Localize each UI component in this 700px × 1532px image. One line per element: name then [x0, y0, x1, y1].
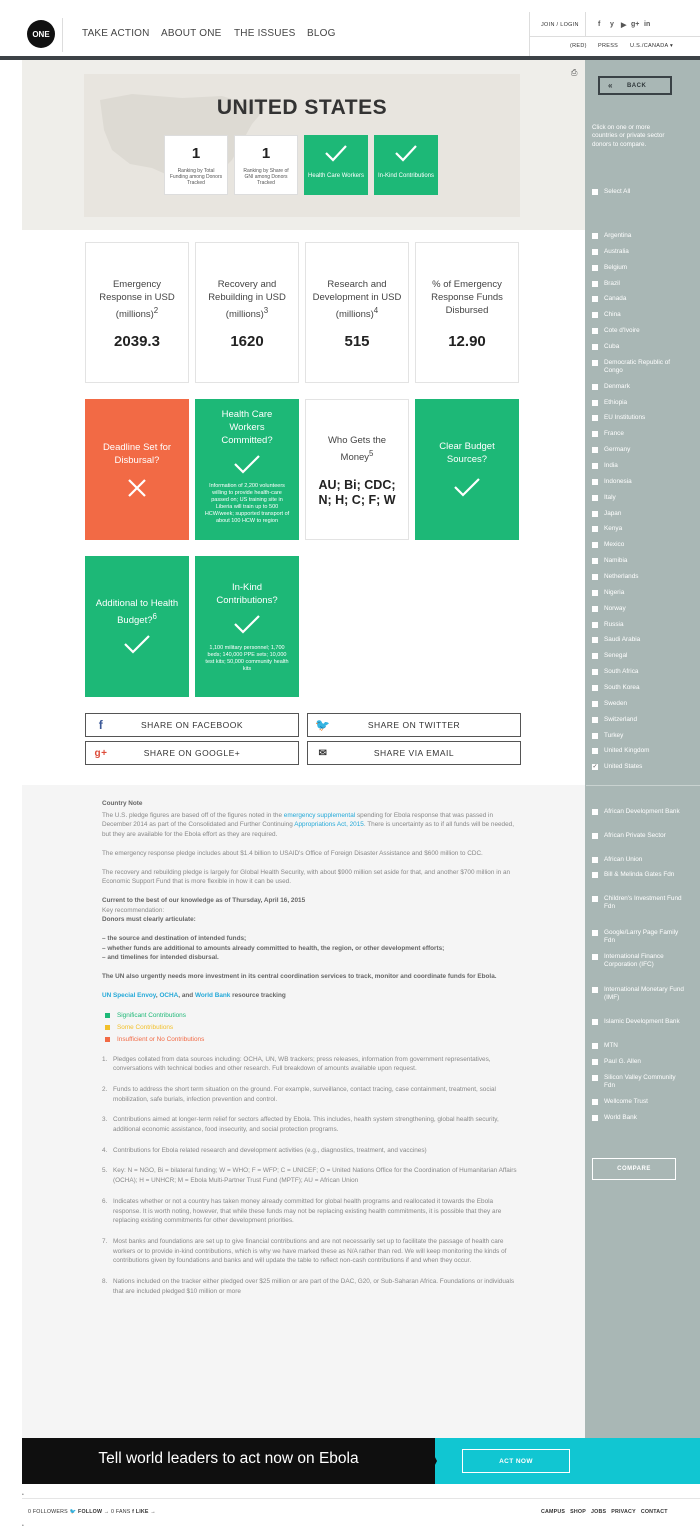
note-paragraph: The recovery and rebuilding pledge is largely for Global Health Security, with about $900 million set aside for that, and another $700 million in an Economic Support Fund that is more flexible in how it can be used. — [102, 868, 511, 886]
country-item[interactable] — [592, 668, 684, 676]
donor-item[interactable] — [592, 871, 684, 879]
checkbox[interactable] — [592, 233, 598, 239]
compare-button[interactable]: COMPARE — [592, 1158, 676, 1180]
checkbox[interactable] — [592, 296, 598, 302]
red-link[interactable]: (RED) — [570, 43, 587, 49]
checkbox-label: Wellcome Trust — [604, 1098, 648, 1105]
country-item[interactable] — [592, 700, 684, 708]
sidebar-hint: Click on one or more countries or private sector donors to compare. — [592, 124, 665, 148]
un-special-envoy-link[interactable]: UN Special Envoy — [102, 991, 156, 999]
stat-value: 2039.3 — [114, 333, 160, 350]
donor-item[interactable] — [592, 808, 684, 816]
checkbox-label: France — [604, 430, 624, 437]
checkbox-label: Select All — [604, 188, 631, 195]
footer-divider — [22, 1498, 700, 1499]
notes-heading: Country Note — [102, 800, 143, 807]
country-item[interactable] — [592, 478, 684, 486]
share-label: SHARE VIA EMAIL — [373, 748, 455, 758]
country-item[interactable] — [592, 414, 684, 422]
footnote: 5. Key: N = NGO, Bi = bilateral funding; W = WHO; F = WFP; C = UNICEF; O = United Nations Office for the Coordination of Humanitarian Affairs (OCHA); H = UNHCR; M = Ebola Multi-Partner Trust Fund (MPTF); AU = African Union — [102, 1167, 517, 1185]
donor-item[interactable] — [592, 895, 684, 910]
print-icon[interactable]: ⎙ — [571, 68, 578, 77]
checkbox[interactable] — [592, 872, 598, 878]
checkbox[interactable]: ✓ — [592, 764, 598, 770]
country-item[interactable] — [592, 684, 684, 692]
nav-blog[interactable]: BLOG — [307, 28, 336, 39]
country-item[interactable] — [592, 359, 684, 374]
badge-in-kind — [374, 135, 438, 195]
country-item[interactable] — [592, 589, 684, 597]
checkbox-label: India — [604, 462, 618, 469]
logo-divider — [62, 18, 63, 52]
cta-text: Tell world leaders to act now on Ebola — [98, 1450, 359, 1467]
checkbox[interactable] — [592, 526, 598, 532]
checkbox[interactable] — [592, 701, 598, 707]
back-button[interactable] — [598, 76, 672, 95]
checkbox[interactable] — [592, 1019, 598, 1025]
googleplus-icon: g+ — [94, 747, 108, 759]
checkbox-label: United Kingdom — [604, 747, 650, 754]
badge-health-care-workers — [304, 135, 368, 195]
stat-value: 515 — [344, 333, 370, 350]
checkbox-label: MTN — [604, 1042, 618, 1049]
checkbox[interactable] — [592, 733, 598, 739]
checkbox[interactable] — [592, 809, 598, 815]
checkbox[interactable] — [592, 415, 598, 421]
checkbox-label: Namibia — [604, 557, 628, 564]
locale-label: U.S./CANADA — [630, 43, 669, 49]
checkbox[interactable] — [592, 930, 598, 936]
checkbox-label: Belgium — [604, 264, 628, 271]
checkbox[interactable] — [592, 896, 598, 902]
key-recommendation: Key recommendation: — [102, 906, 165, 914]
checkbox-label: Nigeria — [604, 589, 625, 596]
badge-label: In-Kind Contributions — [377, 173, 435, 179]
checkbox-label: Germany — [604, 446, 631, 453]
donor-item[interactable] — [592, 929, 684, 944]
donor-item[interactable] — [592, 1114, 684, 1122]
country-item[interactable] — [592, 343, 684, 351]
join-login-link[interactable]: JOIN / LOGIN — [541, 22, 579, 28]
stat-value: 12.90 — [448, 333, 486, 350]
checkbox-label: Denmark — [604, 383, 630, 390]
checkbox[interactable] — [592, 1115, 598, 1121]
un-note: The UN also urgently needs more investment in its central coordination services to track, monitor and coordinate funds for Ebola. — [102, 973, 497, 981]
donors-must: Donors must clearly articulate: — [102, 916, 196, 924]
checkbox[interactable] — [592, 622, 598, 628]
checkbox[interactable] — [592, 748, 598, 754]
legend-swatch — [105, 1037, 110, 1042]
country-item[interactable] — [592, 621, 684, 629]
card-title: Who Gets the Money$^5$ — [327, 435, 387, 464]
current-as-of: Current to the best of our knowledge as of Thursday, April 16, 2015 — [102, 896, 306, 904]
checkbox[interactable] — [592, 833, 598, 839]
checkbox[interactable] — [592, 463, 598, 469]
checkbox-label: Silicon Valley Community Fdn — [604, 1074, 676, 1089]
donor-item[interactable] — [592, 986, 684, 1001]
facebook-like-link[interactable]: f LIKE → — [132, 1509, 156, 1515]
card-title: Additional to Health Budget?$^6$ — [95, 598, 179, 627]
donor-item[interactable] — [592, 1042, 684, 1050]
card-note: Information of 2,200 volunteers willing to provide health-care passed on; US training site in Liberia will train up to 500 HCW/week; supported transport of about 100 HCW to region — [204, 483, 290, 524]
checkbox-label: World Bank — [604, 1114, 637, 1121]
stat-value: 1620 — [230, 333, 264, 350]
checkbox-label: African Union — [604, 856, 643, 863]
followers-count: 0 FOLLOWERS — [28, 1509, 68, 1515]
card-health-care-workers — [195, 399, 299, 540]
share-email-button[interactable] — [307, 741, 521, 765]
dot-icon: • — [22, 1492, 24, 1498]
checkbox[interactable] — [592, 637, 598, 643]
country-item[interactable] — [592, 264, 684, 272]
back-label: BACK — [626, 82, 647, 89]
stat-label: Emergency Response in USD (millions)$^2$ — [99, 279, 175, 321]
checkbox[interactable] — [592, 574, 598, 580]
footnote: 6. Indicates whether or not a country has taken money already committed for global health programs and reallocated it towards the Ebola response. It is worth noting, however, that while these funds may not be replacing existing health commitments, it is possible that they are replacing existing commitments for other development priorities. — [102, 1197, 502, 1225]
checkbox[interactable] — [592, 384, 598, 390]
country-item[interactable] — [592, 510, 684, 518]
checkbox-label: Cote d'Ivoire — [604, 327, 640, 334]
stat-emergency-response — [85, 242, 189, 383]
rank-label: Ranking by Share of GNI among Donors Tracked — [243, 168, 289, 186]
checkbox-label: International Finance Corporation (IFC) — [604, 953, 664, 968]
checkmark-icon — [232, 453, 262, 475]
sidebar-divider — [586, 785, 700, 786]
card-additional-health-budget — [85, 556, 189, 697]
checkbox-label: Canada — [604, 295, 627, 302]
checkbox[interactable] — [592, 189, 598, 195]
country-item[interactable] — [592, 494, 684, 502]
googleplus-icon[interactable]: g+ — [631, 21, 640, 28]
rec-bullet: – the source and destination of intended funds; — [102, 935, 247, 943]
checkbox[interactable] — [592, 987, 598, 993]
checkbox-label: Islamic Development Bank — [604, 1018, 680, 1025]
checkbox-label: Japan — [604, 510, 622, 517]
emergency-supplemental-link[interactable]: emergency supplemental — [283, 811, 356, 819]
card-note: 1,100 military personnel; 1,700 beds; 140,000 PPE sets; 10,000 test kits; 50,000 community health kits — [205, 645, 289, 672]
checkbox[interactable] — [592, 669, 598, 675]
checkbox-label: Indonesia — [604, 478, 632, 485]
checkbox[interactable] — [592, 954, 598, 960]
checkbox-label: African Development Bank — [604, 808, 680, 815]
footer-link-contact[interactable]: CONTACT — [640, 1509, 668, 1515]
legend-item: Some Contributions — [105, 1022, 520, 1034]
checkbox[interactable] — [592, 495, 598, 501]
country-item[interactable] — [592, 295, 684, 303]
checkbox-label: Saudi Arabia — [604, 636, 641, 643]
footnotes — [102, 1055, 520, 1297]
checkmark-icon — [452, 476, 482, 498]
country-item[interactable] — [592, 525, 684, 533]
checkbox[interactable] — [592, 1099, 598, 1105]
checkbox[interactable] — [592, 653, 598, 659]
card-in-kind — [195, 556, 299, 697]
checkbox[interactable] — [592, 400, 598, 406]
stat-recovery — [195, 242, 299, 383]
stat-label: Recovery and Rebuilding in USD (millions)$^3$ — [208, 279, 286, 321]
checkbox-label: African Private Sector — [604, 832, 666, 839]
nav-take-action[interactable]: TAKE ACTION — [82, 28, 150, 39]
checkbox-label: EU Institutions — [604, 414, 646, 421]
one-logo[interactable]: ONE — [27, 20, 55, 48]
checkbox-label: Switzerland — [604, 716, 638, 723]
locale-selector[interactable] — [630, 43, 673, 49]
footer-link-privacy[interactable]: PRIVACY — [611, 1509, 636, 1515]
country-item[interactable] — [592, 311, 684, 319]
checkbox[interactable] — [592, 265, 598, 271]
footnote: 3. Contributions aimed at longer-term relief for sectors affected by Ebola. This includes, health system strengthening, global health security, additional economic assistance, food insecurity, and social protection programs. — [102, 1116, 499, 1134]
email-icon: ✉ — [318, 747, 328, 759]
legend-swatch — [105, 1025, 110, 1030]
checkbox-label: Senegal — [604, 652, 628, 659]
donor-item[interactable] — [592, 856, 684, 864]
checkbox[interactable] — [592, 542, 598, 548]
checkbox-label: Google/Larry Page Family Fdn — [604, 929, 679, 944]
checkbox-label: Kenya — [604, 525, 623, 532]
close-icon — [126, 477, 148, 499]
checkbox-label: Brazil — [604, 280, 620, 287]
country-item[interactable] — [592, 557, 684, 565]
checkbox-label: Mexico — [604, 541, 625, 548]
checkbox-label: Ethiopia — [604, 399, 628, 406]
checkbox-label: Argentina — [604, 232, 632, 239]
country-title: UNITED STATES — [216, 96, 388, 119]
contribution-legend — [105, 1010, 520, 1046]
facebook-icon[interactable]: f — [598, 21, 601, 28]
footnote: 7. Most banks and foundations are set up to give financial contributions and are not necessarily set up to facilitate the passage of health care workers or to provide in-kind contributions, which is why we have marked these as N/A rather than red. We will keep monitoring the kinds of contributions given by foundations and banks and will update the table to reflect non-cash contributions if and when they occur. — [102, 1237, 507, 1265]
twitter-icon: 🐦 — [69, 1509, 77, 1515]
checkbox[interactable] — [592, 1043, 598, 1049]
linkedin-icon[interactable]: in — [644, 21, 651, 28]
country-item[interactable] — [592, 383, 684, 391]
checkbox-label: Netherlands — [604, 573, 639, 580]
legend-item: Significant Contributions — [105, 1010, 520, 1022]
card-who-gets-money — [305, 399, 409, 540]
checkbox-label: Russia — [604, 621, 624, 628]
donor-item[interactable] — [592, 1058, 684, 1066]
note-paragraph: The U.S. pledge figures are based off of the figures noted in the emergency supplemental spending for Ebola response that was passed in December 2014 as part of the Consolidated and Further Continuing Appropriations Act, 2015. There is uncertainty as to if all funds will be needed, but they are available for the Ebola effort as they are required. — [102, 811, 514, 839]
donor-item[interactable] — [592, 953, 684, 968]
checkmark-icon — [232, 613, 262, 635]
country-item[interactable] — [592, 747, 684, 755]
checkbox[interactable] — [592, 511, 598, 517]
checkbox[interactable] — [592, 685, 598, 691]
share-label: SHARE ON TWITTER — [367, 720, 461, 730]
stat-label: Research and Development in USD (millions)$^4$ — [312, 279, 402, 321]
country-item[interactable] — [592, 636, 684, 644]
country-item[interactable] — [592, 327, 684, 335]
checkbox-label: Paul G. Allen — [604, 1058, 641, 1065]
rec-bullet: – whether funds are additional to amounts already committed to health, the region, or other development efforts; — [102, 944, 445, 952]
checkbox-label: Children's Investment Fund Fdn — [604, 895, 682, 910]
footnote: 2. Funds to address the short term situation on the ground. For example, surveillance, contact tracing, case containment, treatment, social mobilization, safe burials, infection prevention and control. — [102, 1085, 496, 1103]
world-bank-link[interactable]: World Bank — [194, 991, 231, 999]
youtube-icon[interactable]: ▶ — [621, 22, 627, 29]
checkbox-label: China — [604, 311, 621, 318]
donor-item[interactable] — [592, 1018, 684, 1026]
country-item[interactable] — [592, 763, 684, 771]
checkbox[interactable] — [592, 312, 598, 318]
country-item[interactable] — [592, 732, 684, 740]
legend-swatch — [105, 1013, 110, 1018]
rec-bullet: – and timelines for intended disbursal. — [102, 954, 219, 962]
share-facebook-button[interactable] — [85, 713, 299, 737]
checkbox-label: Cuba — [604, 343, 620, 350]
donor-item[interactable] — [592, 832, 684, 840]
checkbox-label: Democratic Republic of Congo — [604, 359, 671, 374]
donor-item[interactable] — [592, 1074, 684, 1089]
card-budget-sources — [415, 399, 519, 540]
checkbox[interactable] — [592, 360, 598, 366]
twitter-icon: 🐦 — [315, 718, 331, 732]
checkbox[interactable] — [592, 606, 598, 612]
footnote: 8. Nations included on the tracker either pledged over $25 million or are part of the DAC, G20, or Sub-Saharan Africa. Foundations or individuals that are included pledged $10 million or more — [102, 1278, 515, 1295]
checkmark-icon — [393, 143, 419, 163]
country-item[interactable] — [592, 716, 684, 724]
twitter-icon[interactable]: y — [610, 21, 614, 28]
card-title: Health Care Workers Committed? — [221, 409, 273, 446]
card-value: AU; Bi; CDC; N; H; C; F; W — [318, 478, 396, 508]
card-title: Clear Budget Sources? — [439, 441, 495, 465]
social-counts — [28, 1509, 156, 1515]
footer-link-jobs[interactable]: JOBS — [591, 1509, 607, 1515]
checkbox[interactable] — [592, 1059, 598, 1065]
press-link[interactable]: PRESS — [598, 43, 619, 49]
checkbox-label: South Africa — [604, 668, 639, 675]
footer-links — [541, 1509, 668, 1515]
checkbox[interactable] — [592, 249, 598, 255]
checkbox[interactable] — [592, 590, 598, 596]
share-twitter-button[interactable] — [307, 713, 521, 737]
checkbox-label: Norway — [604, 605, 626, 612]
checkbox[interactable] — [592, 857, 598, 863]
checkmark-icon — [323, 143, 349, 163]
rank-value: 1 — [261, 145, 271, 162]
share-google-button[interactable] — [85, 741, 299, 765]
checkbox-label: Sweden — [604, 700, 628, 707]
country-item[interactable] — [592, 430, 684, 438]
checkbox[interactable] — [592, 558, 598, 564]
checkbox[interactable] — [592, 1075, 598, 1081]
stat-disbursed — [415, 242, 519, 383]
checkbox-label: South Korea — [604, 684, 640, 691]
country-item[interactable] — [592, 541, 684, 549]
country-item[interactable] — [592, 248, 684, 256]
legend-item: Insufficient or No Contributions — [105, 1034, 520, 1046]
country-item[interactable] — [592, 652, 684, 660]
checkbox[interactable] — [592, 479, 598, 485]
footnote: 4. Contributions for Ebola related research and development activities (e.g., diagnostics, treatment, and vaccines) — [102, 1146, 427, 1154]
rank-label: Ranking by Total Funding among Donors Tracked — [169, 168, 223, 186]
share-label: SHARE ON FACEBOOK — [140, 720, 244, 730]
nav-the-issues[interactable]: THE ISSUES — [234, 28, 296, 39]
facebook-icon: f — [132, 1509, 135, 1515]
share-label: SHARE ON GOOGLE+ — [143, 748, 241, 758]
note-paragraph: The emergency response pledge includes about $1.4 billion to USAID's Office of Foreign Disaster Assistance and $600 million to CDC. — [102, 849, 483, 857]
checkbox[interactable] — [592, 344, 598, 350]
twitter-follow-link[interactable]: 🐦 FOLLOW → — [69, 1509, 110, 1515]
checkmark-icon — [122, 633, 152, 655]
double-chevron-left-icon: « — [608, 81, 613, 90]
country-item[interactable] — [592, 605, 684, 613]
card-deadline — [85, 399, 189, 540]
country-item[interactable] — [592, 573, 684, 581]
stat-research — [305, 242, 409, 383]
checkbox[interactable] — [592, 328, 598, 334]
ocha-link[interactable]: OCHA — [159, 991, 179, 999]
card-title: Deadline Set for Disbursal? — [102, 442, 172, 466]
act-now-button[interactable]: ACT NOW — [462, 1449, 570, 1473]
donor-item[interactable] — [592, 1098, 684, 1106]
rank-value: 1 — [191, 145, 201, 162]
nav-about-one[interactable]: ABOUT ONE — [161, 28, 222, 39]
fans-count: 0 FANS — [111, 1509, 131, 1515]
rank-share-gni — [234, 135, 298, 195]
footnote: 1. Pledges collated from data sources including: OCHA, UN, WB trackers; press releases, information from government representatives, conversations with technical bodies and other research. Full breakdown of amounts available upon request. — [102, 1055, 491, 1073]
facebook-icon: f — [98, 718, 104, 732]
checkbox-label: Bill & Melinda Gates Fdn — [604, 871, 675, 878]
card-title: In-Kind Contributions? — [216, 582, 278, 606]
checkbox[interactable] — [592, 717, 598, 723]
checkbox-label: Australia — [604, 248, 629, 255]
resource-tracking: UN Special Envoy, OCHA, and World Bank resource tracking — [102, 991, 286, 999]
country-notes — [102, 799, 520, 1308]
footer-link-shop[interactable]: SHOP — [570, 1509, 586, 1515]
country-item[interactable] — [592, 446, 684, 454]
checkbox[interactable] — [592, 431, 598, 437]
checkbox-label: International Monetary Fund (IMF) — [604, 986, 684, 1001]
header-divider — [585, 12, 586, 36]
country-item[interactable] — [592, 232, 684, 240]
header-divider — [529, 12, 530, 56]
checkbox[interactable] — [592, 281, 598, 287]
dot-icon: • — [22, 1523, 24, 1529]
header-divider-h — [529, 36, 700, 37]
rank-total-funding — [164, 135, 228, 195]
checkbox-label: Turkey — [604, 732, 624, 739]
badge-label: Health Care Workers — [308, 173, 364, 179]
checkbox[interactable] — [592, 447, 598, 453]
chevron-down-icon: ▾ — [669, 43, 674, 49]
country-item[interactable] — [592, 399, 684, 407]
checkbox-label: Italy — [604, 494, 616, 501]
checkbox-label: United States — [604, 763, 643, 770]
appropriations-act-link[interactable]: Appropriations Act, 2015 — [294, 821, 364, 829]
country-item[interactable] — [592, 280, 684, 288]
country-item[interactable] — [592, 462, 684, 470]
select-all-checkbox[interactable] — [592, 188, 684, 196]
footer-link-campus[interactable]: CAMPUS — [541, 1509, 566, 1515]
stat-label: % of Emergency Response Funds Disbursed — [431, 279, 503, 316]
